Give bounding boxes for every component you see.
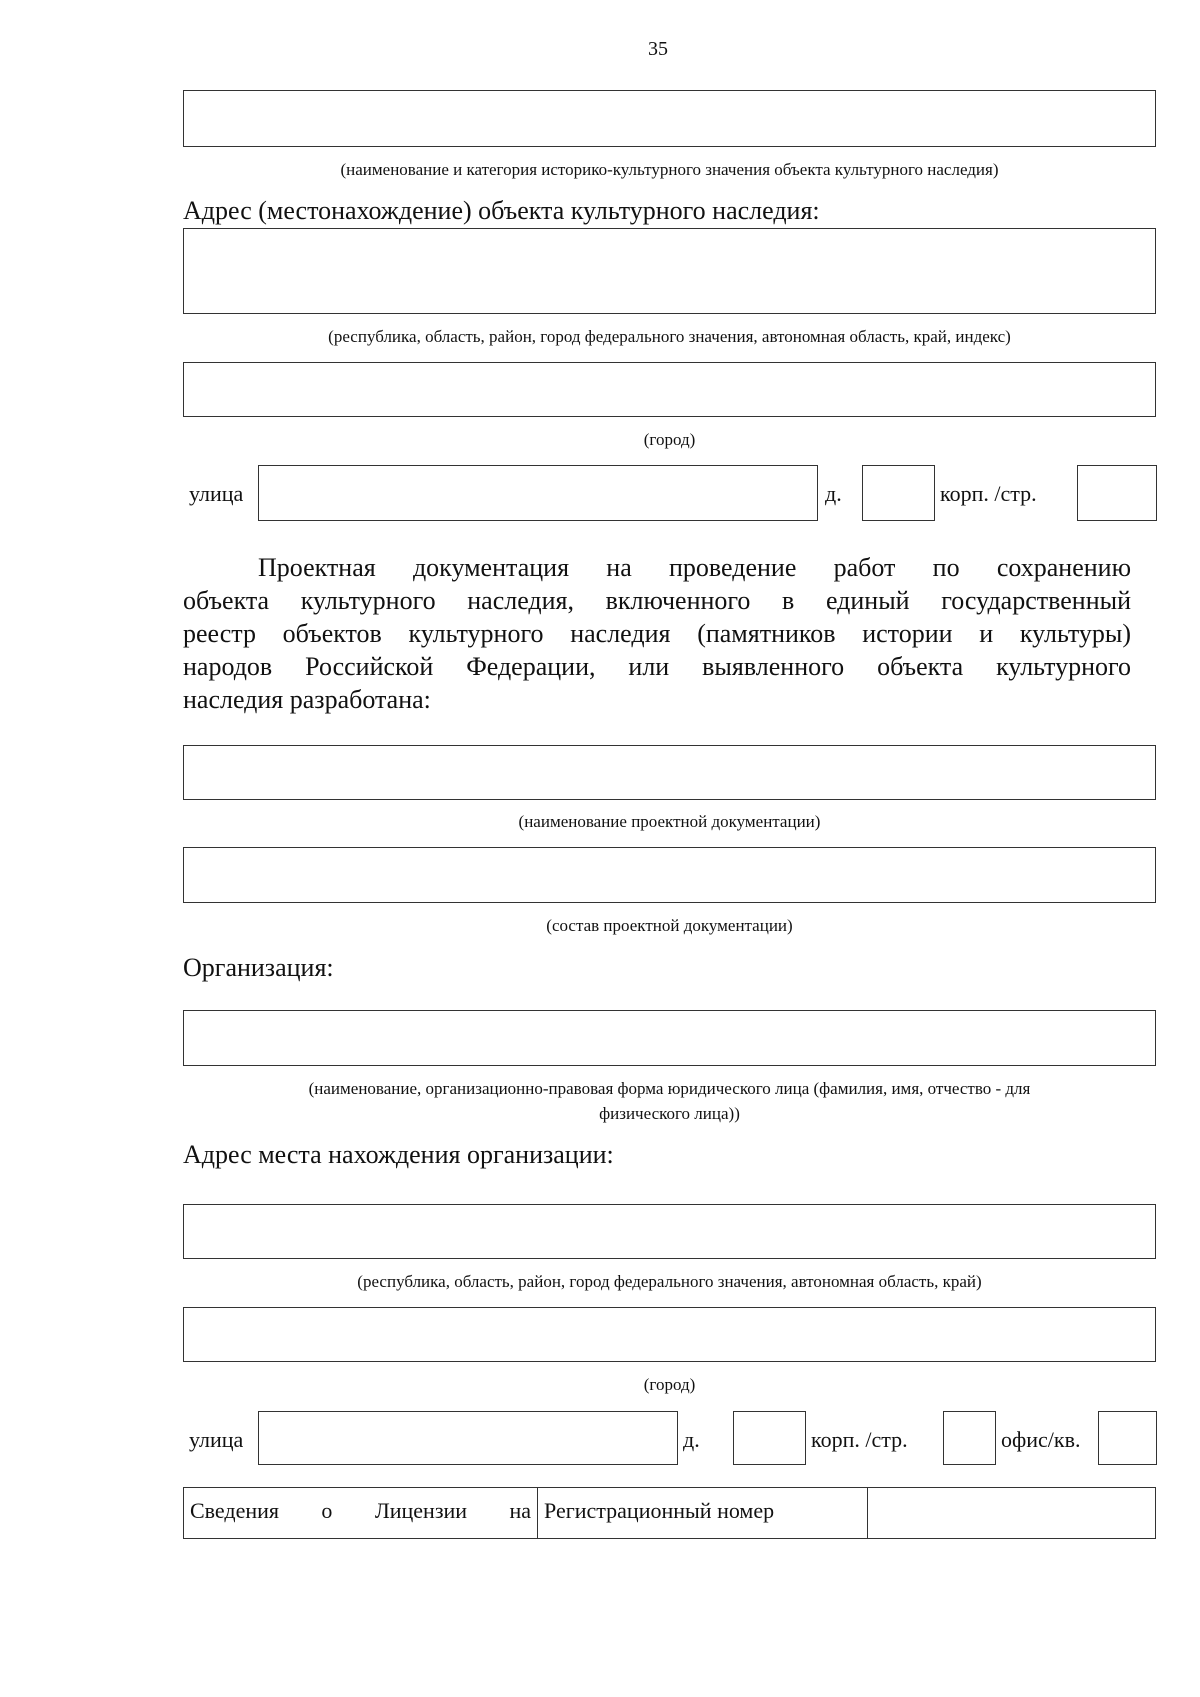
project-composition-input[interactable] — [183, 847, 1156, 903]
paragraph-line-2: объекта культурного наследия, включенного в единый государственный — [183, 586, 1131, 615]
org-street-label: улица — [189, 1427, 244, 1452]
paragraph-line-4: народов Российской Федерации, или выявленного объекта культурного — [183, 652, 1131, 681]
registration-number-label: Регистрационный номер — [538, 1488, 868, 1538]
license-label-word-1: Сведения — [190, 1498, 280, 1523]
license-label-word-2: о — [321, 1498, 333, 1523]
page-number: 35 — [648, 38, 668, 60]
org-building-label: корп. /стр. — [811, 1427, 908, 1452]
object-city-input[interactable] — [183, 362, 1156, 417]
org-street-input[interactable] — [258, 1411, 678, 1465]
object-region-input[interactable] — [183, 228, 1156, 314]
object-region-caption: (республика, область, район, город федерального значения, автономная область, край, индекс) — [328, 327, 1011, 346]
object-building-label: корп. /стр. — [940, 481, 1037, 506]
object-building-input[interactable] — [1077, 465, 1157, 521]
object-street-input[interactable] — [258, 465, 818, 521]
license-label-word-4: на — [509, 1498, 531, 1523]
paragraph-line-1: Проектная документация на проведение работ по сохранению — [258, 553, 1131, 582]
license-label-word-3: Лицензии — [374, 1498, 468, 1523]
paragraph-line-5: наследия разработана: — [183, 685, 431, 714]
object-name-input[interactable] — [183, 90, 1156, 147]
object-house-input[interactable] — [862, 465, 935, 521]
org-city-input[interactable] — [183, 1307, 1156, 1362]
paragraph-line-3: реестр объектов культурного наследия (памятников истории и культуры) — [183, 619, 1131, 648]
org-house-input[interactable] — [733, 1411, 806, 1465]
organization-caption-line-1: (наименование, организационно-правовая форма юридического лица (фамилия, имя, отчество - для — [308, 1079, 1031, 1098]
object-address-heading: Адрес (местонахождение) объекта культурного наследия: — [183, 196, 820, 225]
license-label-cell — [184, 1488, 538, 1538]
org-region-caption: (республика, область, район, город федерального значения, автономная область, край) — [357, 1272, 982, 1291]
org-building-input[interactable] — [943, 1411, 996, 1465]
project-name-caption: (наименование проектной документации) — [518, 812, 821, 831]
project-composition-caption: (состав проектной документации) — [546, 916, 793, 935]
object-house-label: д. — [825, 481, 842, 506]
org-house-label: д. — [683, 1427, 700, 1452]
org-office-input[interactable] — [1098, 1411, 1157, 1465]
organization-caption-line-2: физического лица)) — [599, 1104, 740, 1123]
org-city-caption: (город) — [643, 1375, 696, 1394]
organization-address-heading: Адрес места нахождения организации: — [183, 1140, 614, 1169]
object-city-caption: (город) — [643, 430, 696, 449]
object-street-label: улица — [189, 481, 244, 506]
registration-number-input[interactable] — [868, 1488, 1155, 1538]
object-name-caption: (наименование и категория историко-культурного значения объекта культурного наследия) — [340, 160, 999, 179]
organization-heading: Организация: — [183, 953, 334, 982]
org-office-label: офис/кв. — [1001, 1427, 1081, 1452]
org-region-input[interactable] — [183, 1204, 1156, 1259]
project-name-input[interactable] — [183, 745, 1156, 800]
organization-name-input[interactable] — [183, 1010, 1156, 1066]
license-table — [183, 1487, 1156, 1539]
